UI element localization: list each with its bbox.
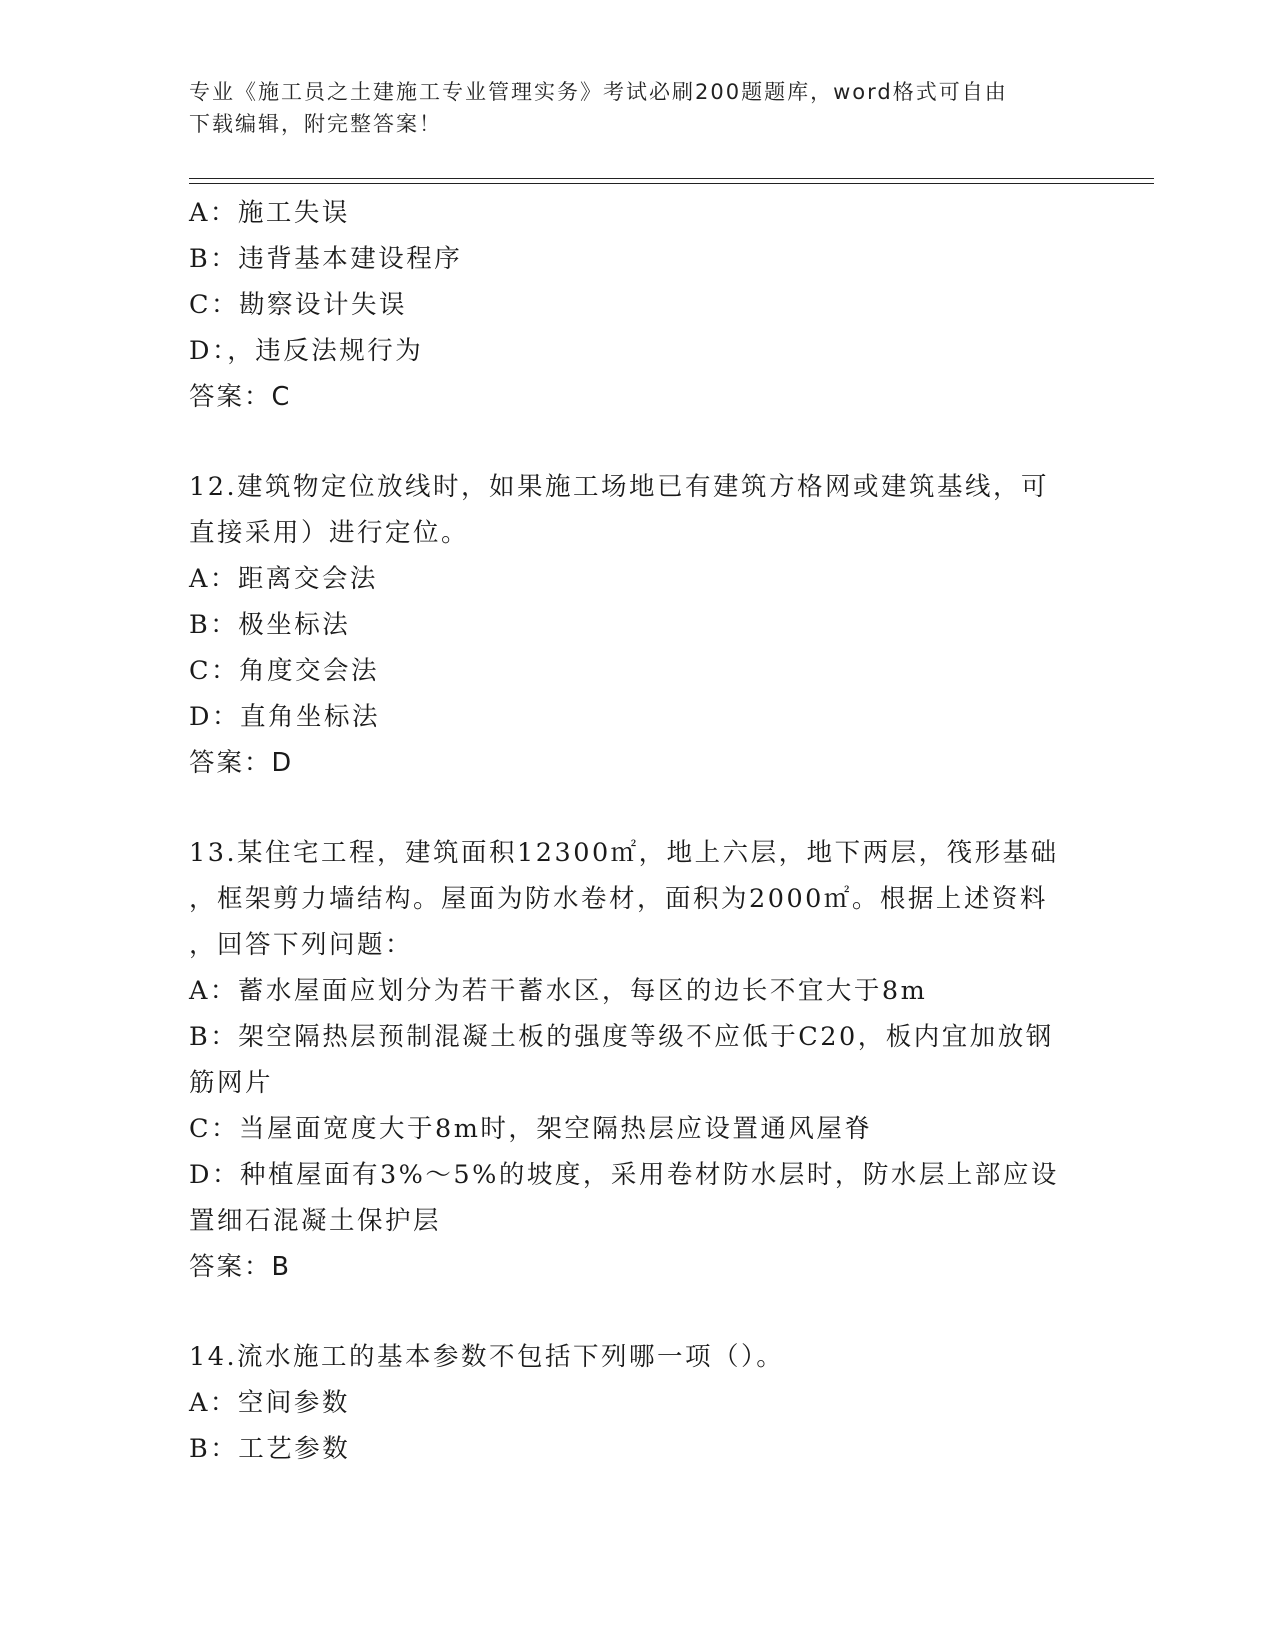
option-b: B：违背基本建设程序: [189, 244, 463, 274]
option-c: C：勘察设计失误: [189, 290, 408, 320]
option-d: D：，违反法规行为: [189, 336, 424, 366]
question-spacer: [189, 1290, 1089, 1334]
question-13: [189, 830, 1089, 1290]
option-b-continued: 筋网片: [189, 1068, 274, 1098]
question-stem-line: 直接采用）进行定位。: [189, 518, 470, 548]
header-divider-bottom: [189, 183, 1154, 184]
option-b: B：工艺参数: [189, 1434, 351, 1464]
document-header: [189, 76, 1089, 140]
answer: 答案：B: [189, 1252, 291, 1282]
question-spacer: [189, 420, 1089, 464]
question-stem-line: 14.流水施工的基本参数不包括下列哪一项（）。: [189, 1342, 785, 1372]
question-stem-line: 13.某住宅工程，建筑面积12300㎡，地上六层，地下两层，筏形基础: [189, 838, 1059, 868]
question-12: [189, 464, 1089, 786]
question-stem-line: 12.建筑物定位放线时，如果施工场地已有建筑方格网或建筑基线，可: [189, 472, 1050, 502]
option-d: D：种植屋面有3%～5%的坡度，采用卷材防水层时，防水层上部应设: [189, 1160, 1059, 1190]
header-line-1: 专业《施工员之土建施工专业管理实务》考试必刷200题题库，word格式可自由: [189, 80, 1008, 104]
option-c: C：当屋面宽度大于8m时，架空隔热层应设置通风屋脊: [189, 1114, 873, 1144]
option-d-continued: 置细石混凝土保护层: [189, 1206, 442, 1236]
option-b: B：极坐标法: [189, 610, 351, 640]
option-b: B：架空隔热层预制混凝土板的强度等级不应低于C20，板内宜加放钢: [189, 1022, 1054, 1052]
question-stem-line: ，框架剪力墙结构。屋面为防水卷材，面积为2000㎡。根据上述资料: [189, 884, 1048, 914]
option-d: D：直角坐标法: [189, 702, 380, 732]
header-divider-top: [189, 178, 1154, 179]
question-14: [189, 1334, 1089, 1472]
option-c: C：角度交会法: [189, 656, 380, 686]
question-spacer: [189, 786, 1089, 830]
option-a: A：空间参数: [189, 1388, 350, 1418]
answer: 答案：D: [189, 748, 294, 778]
question-content: [189, 190, 1089, 1472]
option-a: A：蓄水屋面应划分为若干蓄水区，每区的边长不宜大于8m: [189, 976, 928, 1006]
question-stem-line: ，回答下列问题：: [189, 930, 414, 960]
option-a: A：距离交会法: [189, 564, 378, 594]
header-line-2: 下载编辑，附完整答案！: [189, 112, 442, 136]
question-11: [189, 190, 1089, 420]
option-a: A：施工失误: [189, 198, 350, 228]
answer: 答案：C: [189, 382, 292, 412]
